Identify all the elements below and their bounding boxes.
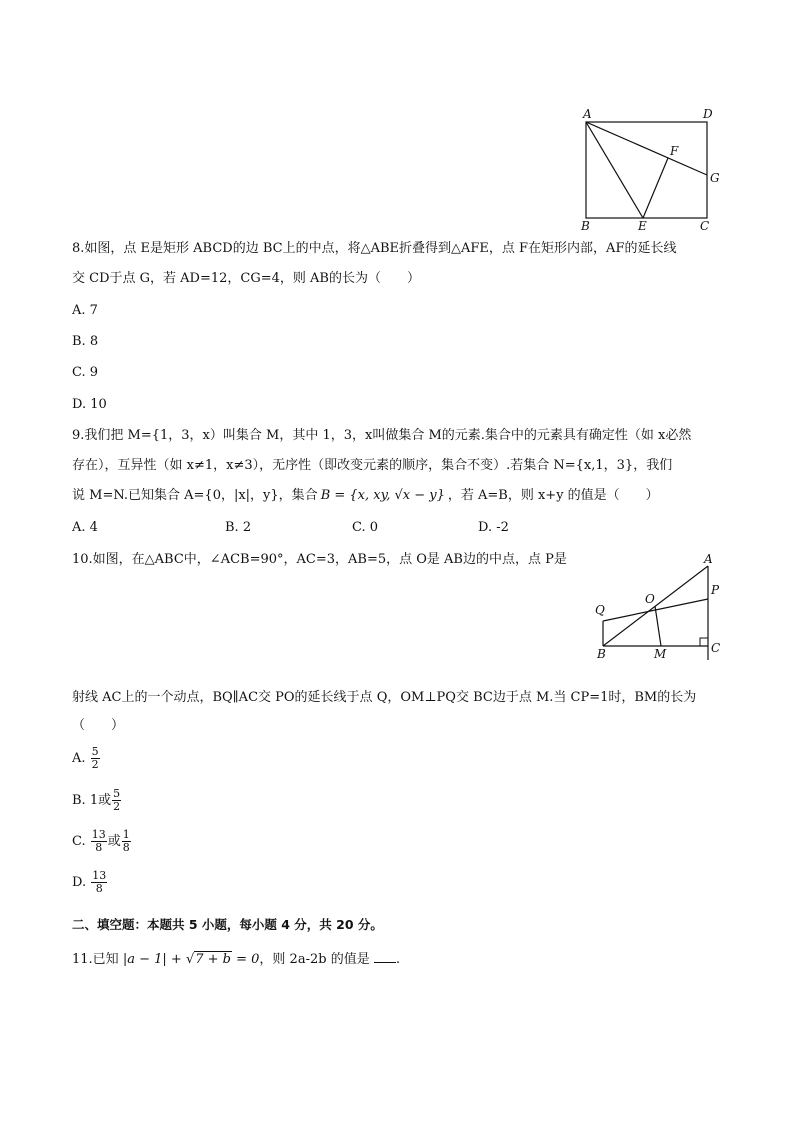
q9-text-line1: 9.我们把 M={1，3，x）叫集合 M，其中 1，3，x叫做集合 M的元素.集合中的元素具有确定性（如 x必然 xyxy=(72,428,692,443)
label-q: Q xyxy=(595,603,605,617)
q9-set-b-formula: B = {x, xy, √x − y} xyxy=(320,488,445,503)
label-m: M xyxy=(654,647,667,661)
segment-om xyxy=(655,606,661,646)
q8-option-d: D. 10 xyxy=(72,397,107,412)
q9-line3-end: ，若 A=B，则 x+y 的值是（ ） xyxy=(447,488,659,503)
q9-option-a: A. 4 xyxy=(72,520,98,535)
q10-option-b xyxy=(72,788,122,813)
label-a: A xyxy=(583,107,592,121)
q11-text xyxy=(72,950,400,969)
q10-option-c xyxy=(72,829,132,854)
q8-text-line1: 8.如图，点 E是矩形 ABCD的边 BC上的中点，将△ABE折叠得到△AFE，点 F在矩形内部，AF的延长线 xyxy=(72,241,677,256)
q10-option-a-fraction: $\frac{5}{2}$ xyxy=(91,745,99,771)
q10-option-d-label: D. xyxy=(72,875,87,890)
q10-option-c-fraction-2: $\frac{1}{8}$ xyxy=(122,828,130,854)
q10-option-a xyxy=(72,746,101,771)
q9-text-line3 xyxy=(72,487,659,505)
q10-option-c-or: 或 xyxy=(107,834,121,849)
q9-option-b: B. 2 xyxy=(225,520,252,535)
right-angle-mark xyxy=(700,638,708,646)
section-heading-fill-in: 二、填空题：本题共 5 小题，每小题 4 分，共 20 分。 xyxy=(72,917,383,932)
label-a: A xyxy=(704,552,713,566)
q11-suffix: ，则 2a-2b 的值是 xyxy=(259,952,370,967)
q8-option-a: A. 7 xyxy=(72,303,98,318)
q10-option-b-fraction: $\frac{5}{2}$ xyxy=(113,787,121,813)
q10-text-line2: 射线 AC上的一个动点，BQ∥AC交 PO的延长线于点 Q，OM⊥PQ交 BC边于点 M.当 CP=1时，BM的长为 xyxy=(72,690,697,705)
label-e: E xyxy=(638,219,647,232)
q10-option-d-fraction: $\frac{13}{8}$ xyxy=(92,869,107,895)
label-g: G xyxy=(710,171,720,185)
q11-answer-blank[interactable] xyxy=(374,950,396,963)
q10-text-line3: （ ） xyxy=(72,718,125,733)
label-p: P xyxy=(711,583,720,597)
label-c: C xyxy=(711,641,721,655)
q11-prefix: 11.已知 xyxy=(72,952,119,967)
q8-option-c: C. 9 xyxy=(72,365,99,380)
q9-line3-start: 说 M=N.已知集合 A={0，|x|，y}，集合 xyxy=(72,488,318,503)
q9-option-c: C. 0 xyxy=(352,520,379,535)
label-c: C xyxy=(700,219,710,232)
q11-formula: |a − 1| + √7 + b = 0 xyxy=(122,952,260,967)
label-b: B xyxy=(581,219,590,232)
label-f: F xyxy=(670,144,679,158)
q10-option-d xyxy=(72,870,108,895)
q10-option-a-label: A. xyxy=(72,751,86,766)
segment-ae xyxy=(586,122,643,218)
q8-figure xyxy=(575,104,725,232)
q10-option-b-label: B. 1或 xyxy=(72,793,112,808)
label-b: B xyxy=(597,647,606,661)
q10-figure xyxy=(588,550,728,662)
label-o: O xyxy=(645,592,655,606)
q10-option-c-fraction-1: $\frac{13}{8}$ xyxy=(91,828,106,854)
q8-option-b: B. 8 xyxy=(72,334,99,349)
q10-option-c-label: C. xyxy=(72,834,86,849)
q9-text-line2: 存在），互异性（如 x≠1，x≠3），无序性（即改变元素的顺序，集合不变）.若集合 N={x,1，3}，我们 xyxy=(72,458,673,473)
q8-text-line2: 交 CD于点 G，若 AD=12，CG=4，则 AB的长为（ ） xyxy=(72,271,420,286)
segment-ef xyxy=(643,158,668,218)
q11-end: . xyxy=(395,952,400,967)
q9-option-d: D. -2 xyxy=(478,520,509,535)
rectangle-abcd xyxy=(586,122,707,218)
label-d: D xyxy=(703,107,713,121)
q10-text-line1: 10.如图，在△ABC中，∠ACB=90°，AC=3，AB=5，点 O是 AB边的中点，点 P是 xyxy=(72,552,567,567)
segment-ag xyxy=(586,122,707,175)
